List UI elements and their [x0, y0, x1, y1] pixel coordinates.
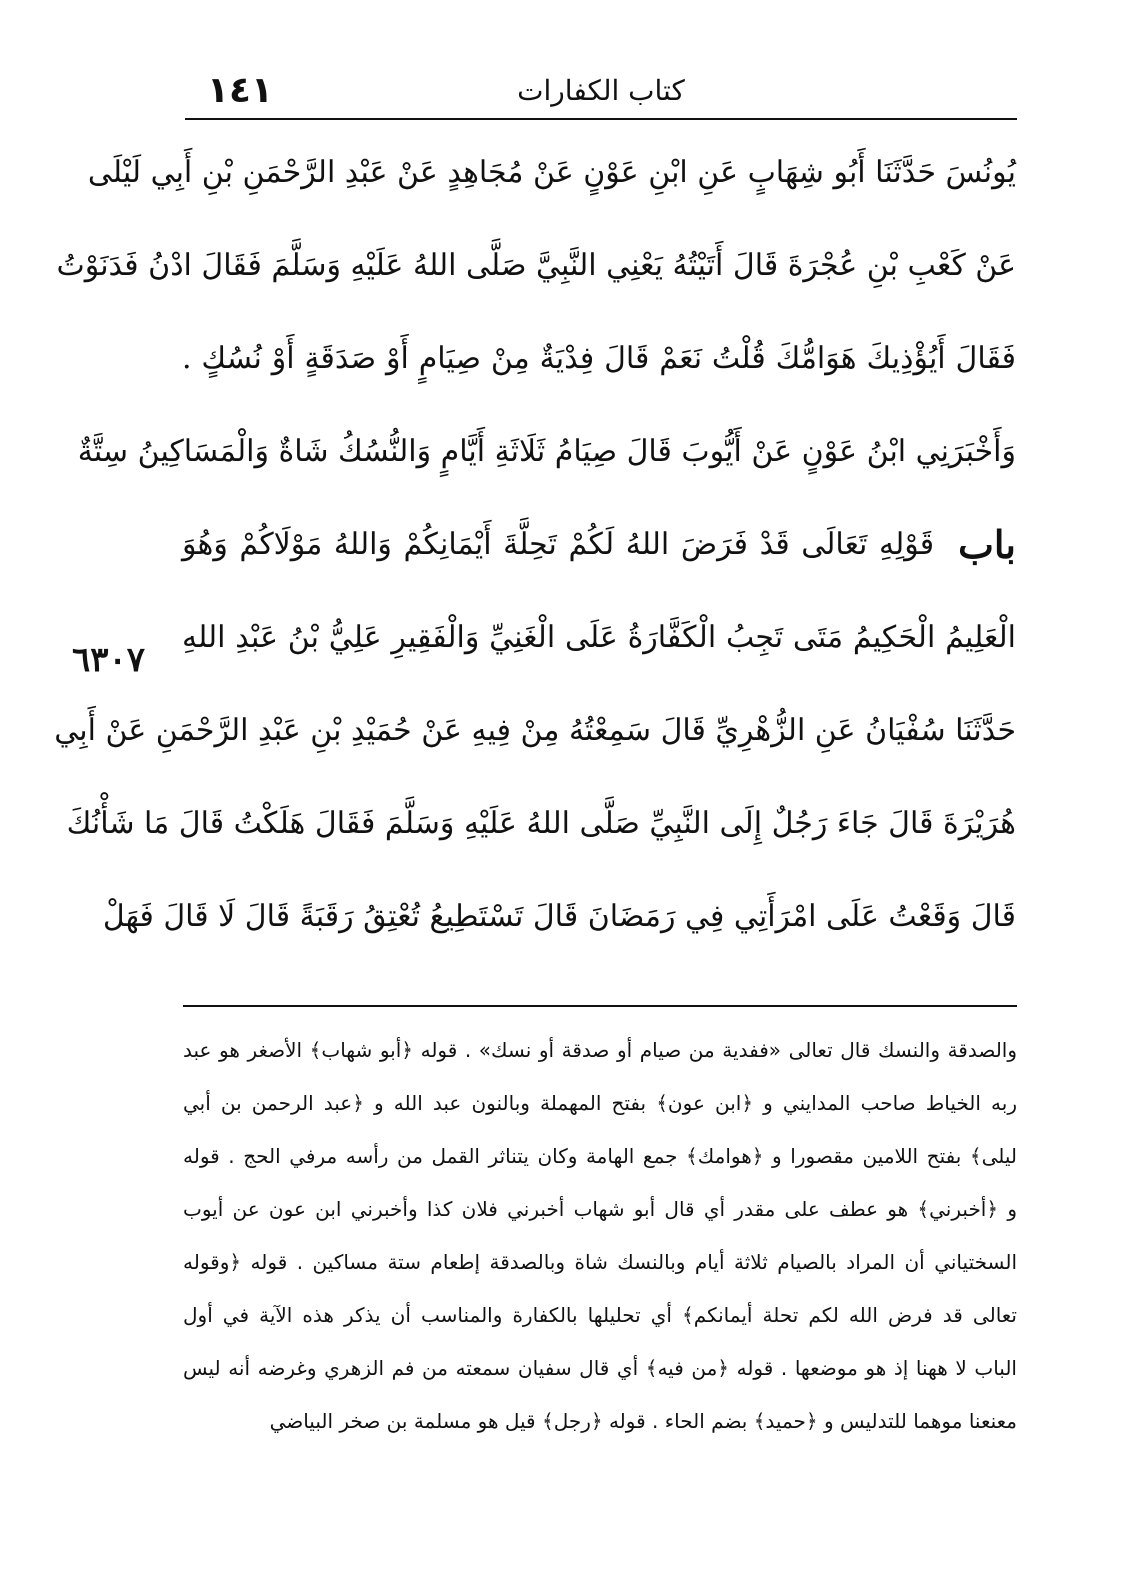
footnote-line: الباب لا ههنا إذ هو موضعها . قوله ﴿من فيه﴾ أي قال سفيان سمعته من فم الزهري وغرضه أنه ليس [183, 1356, 1017, 1380]
main-line-text: الْعَلِيمُ الْحَكِيمُ مَتَى تَجِبُ الْكَفَّارَةُ عَلَى الْغَنِيِّ وَالْفَقِيرِ عَلِيُّ بْنُ عَبْدِ اللهِ [182, 620, 1016, 655]
footnote-line: تعالى قد فرض الله لكم تحلة أيمانكم﴾ أي تحليلها بالكفارة والمناسب أن يذكر هذه الآية في أول [183, 1303, 1017, 1327]
main-line [54, 684, 1016, 777]
header-rule [185, 118, 1017, 120]
footnote-line: ليلى﴾ بفتح اللامين مقصورا و ﴿هوامك﴾ جمع الهامة وكان يتناثر القمل من رأسه مرفي الحج . قوله [183, 1144, 1017, 1168]
running-title: كتاب الكفارات [517, 74, 685, 107]
main-line-text: وَأَخْبَرَنِي ابْنُ عَوْنٍ عَنْ أَيُّوبَ قَالَ صِيَامُ ثَلَاثَةِ أَيَّامٍ وَالنُّسُكُ شَاةٌ وَالْمَسَاكِينُ سِتَّةٌ [77, 434, 1016, 469]
main-line [66, 777, 1016, 870]
main-line [56, 219, 1016, 312]
main-line-text: يُونُسَ حَدَّثَنَا أَبُو شِهَابٍ عَنِ ابْنِ عَوْنٍ عَنْ مُجَاهِدٍ عَنْ عَبْدِ الرَّحْمَنِ بْنِ أَبِي لَيْلَى [87, 155, 1016, 190]
main-line-text: عَنْ كَعْبِ بْنِ عُجْرَةَ قَالَ أَتَيْتُهُ يَعْنِي النَّبِيَّ صَلَّى اللهُ عَلَيْهِ وَسَلَّمَ فَقَالَ ادْنُ فَدَنَوْتُ [56, 248, 1016, 283]
footnote-line: السختياني أن المراد بالصيام ثلاثة أيام وبالنسك شاة وبالصدقة إطعام ستة مساكين . قوله ﴿وقوله [183, 1250, 1017, 1274]
main-line-text: حَدَّثَنَا سُفْيَانُ عَنِ الزُّهْرِيِّ قَالَ سَمِعْتُهُ مِنْ فِيهِ عَنْ حُمَيْدِ بْنِ عَبْدِ الرَّحْمَنِ عَنْ أَبِي [54, 713, 1016, 748]
main-line [87, 126, 1016, 219]
footnote-line: ربه الخياط صاحب المدايني و ﴿ابن عون﴾ بفتح المهملة وبالنون عبد الله و ﴿عبد الرحمن بن أبي [183, 1091, 1017, 1115]
footnotes-block [183, 1024, 1017, 1448]
main-line-text: هُرَيْرَةَ قَالَ جَاءَ رَجُلٌ إِلَى النَّبِيِّ صَلَّى اللهُ عَلَيْهِ وَسَلَّمَ فَقَالَ هَلَكْتُ قَالَ مَا شَأْنُكَ [66, 806, 1016, 841]
main-line [182, 312, 1016, 405]
footnote-rule [183, 1005, 1017, 1007]
bab-heading-word: باب [958, 522, 1016, 567]
main-line [102, 870, 1016, 963]
main-line [182, 591, 1016, 684]
footnote-line: معنعنا موهما للتدليس و ﴿حميد﴾ بضم الحاء . قوله ﴿رجل﴾ قيل هو مسلمة بن صخر البياضي [269, 1409, 1017, 1433]
hadith-number: ٦٣٠٧ [72, 640, 146, 680]
footnote-line: والصدقة والنسك قال تعالى «ففدية من صيام أو صدقة أو نسك» . قوله ﴿أبو شهاب﴾ الأصغر هو عبد [183, 1038, 1017, 1062]
footnote-line: و ﴿أخبرني﴾ هو عطف على مقدر أي قال أبو شهاب أخبرني فلان كذا وأخبرني ابن عون عن أيوب [183, 1197, 1017, 1221]
main-line-bab [182, 498, 1016, 591]
main-line-text: فَقَالَ أَيُؤْذِيكَ هَوَامُّكَ قُلْتُ نَعَمْ قَالَ فِدْيَةٌ مِنْ صِيَامٍ أَوْ صَدَقَةٍ أَوْ نُسُكٍ . [182, 341, 1016, 376]
page-number: ١٤١ [207, 70, 273, 111]
main-line [77, 405, 1016, 498]
main-line-text: قَالَ وَقَعْتُ عَلَى امْرَأَتِي فِي رَمَضَانَ قَالَ تَسْتَطِيعُ تُعْتِقُ رَقَبَةً قَالَ لَا قَالَ فَهَلْ [102, 899, 1016, 934]
main-line-text: قَوْلِهِ تَعَالَى قَدْ فَرَضَ اللهُ لَكُمْ تَحِلَّةَ أَيْمَانِكُمْ وَاللهُ مَوْلَاكُمْ وَهُوَ [182, 527, 935, 562]
page-header [185, 68, 1017, 114]
